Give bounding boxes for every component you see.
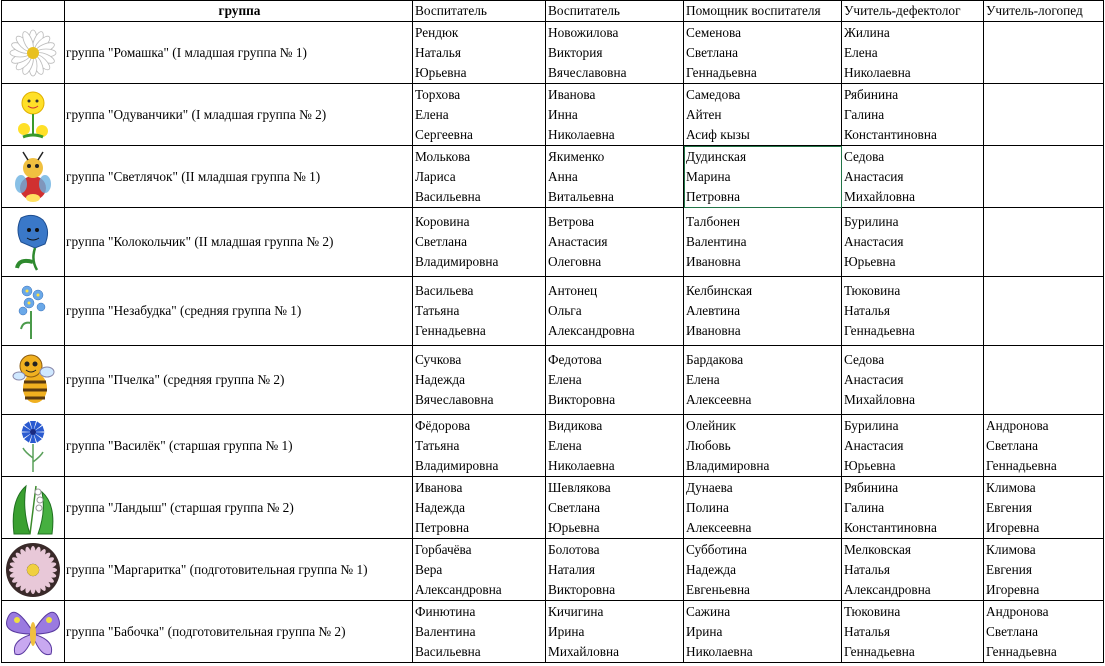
first-name: Вера xyxy=(415,561,443,577)
group-name-cell[interactable]: группа "Ландыш" (старшая группа № 2) xyxy=(65,477,413,539)
first-name: Айтен xyxy=(686,106,722,122)
first-name: Анастасия xyxy=(844,168,904,184)
speech-therapist-cell[interactable] xyxy=(984,277,1104,346)
first-name: Марина xyxy=(686,168,731,184)
speech-therapist-cell[interactable] xyxy=(984,477,1104,539)
group-name-cell[interactable]: группа "Одуванчики" (I младшая группа № 2) xyxy=(65,84,413,146)
first-name: Татьяна xyxy=(415,437,460,453)
patronymic: Владимировна xyxy=(415,254,499,269)
patronymic: Михайловна xyxy=(844,188,916,204)
first-name: Ольга xyxy=(548,303,582,318)
group-name-cell[interactable]: группа "Маргаритка" (подготовительная группа № 1) xyxy=(65,539,413,601)
patronymic: Олеговна xyxy=(548,254,602,269)
surname: Сучкова xyxy=(415,352,462,367)
first-name xyxy=(986,232,1103,252)
first-name: Надежда xyxy=(415,372,466,387)
surname: Олейник xyxy=(686,417,736,433)
teacher-1-cell[interactable] xyxy=(413,22,546,84)
surname: Самедова xyxy=(686,86,741,102)
patronymic: Юрьевна xyxy=(415,64,467,80)
surname: Бардакова xyxy=(686,352,744,367)
patronymic: Геннадьевна xyxy=(415,323,486,338)
group-picture-cell[interactable] xyxy=(2,277,65,346)
lily-of-the-valley-icon xyxy=(2,480,64,536)
assistant-cell[interactable] xyxy=(684,277,842,346)
assistant-cell[interactable] xyxy=(684,208,842,277)
surname: Жилина xyxy=(844,24,890,40)
first-name: Елена xyxy=(686,372,720,387)
group-picture-cell[interactable] xyxy=(2,539,65,601)
teacher-1-cell[interactable] xyxy=(413,539,546,601)
surname: Семенова xyxy=(686,24,742,40)
first-name: Ирина xyxy=(548,623,585,639)
speech-therapist-cell[interactable] xyxy=(984,146,1104,208)
header-speech-therapist[interactable]: Учитель-логопед xyxy=(984,1,1104,22)
surname: Талбонен xyxy=(686,214,740,229)
patronymic xyxy=(986,63,1103,83)
first-name: Алевтина xyxy=(686,303,741,318)
teacher-2-cell[interactable] xyxy=(546,208,684,277)
group-name-cell[interactable]: группа "Незабудка" (средняя группа № 1) xyxy=(65,277,413,346)
speech-therapist-cell[interactable] xyxy=(984,415,1104,477)
teacher-2-cell[interactable] xyxy=(546,477,684,539)
first-name: Евгения xyxy=(986,561,1032,577)
teacher-2-cell[interactable] xyxy=(546,415,684,477)
patronymic xyxy=(986,321,1103,341)
first-name: Анна xyxy=(548,168,578,184)
first-name: Галина xyxy=(844,106,885,122)
surname: Иванова xyxy=(548,86,596,102)
surname: Сажина xyxy=(686,603,731,619)
margarita-icon xyxy=(2,542,64,598)
surname: Климова xyxy=(986,541,1036,557)
group-picture-cell[interactable] xyxy=(2,415,65,477)
table-row xyxy=(2,415,1104,477)
defectologist-cell[interactable] xyxy=(842,477,984,539)
patronymic: Александровна xyxy=(844,581,931,597)
patronymic: Витальевна xyxy=(548,188,614,204)
header-row xyxy=(2,1,1104,22)
surname: Фёдорова xyxy=(415,417,471,433)
first-name: Анастасия xyxy=(844,372,904,387)
speech-therapist-cell[interactable] xyxy=(984,346,1104,415)
surname: Андронова xyxy=(986,417,1049,433)
defectologist-cell[interactable] xyxy=(842,277,984,346)
table-row xyxy=(2,22,1104,84)
first-name: Галина xyxy=(844,499,885,515)
surname: Седова xyxy=(844,148,885,164)
first-name xyxy=(986,43,1103,63)
surname xyxy=(986,212,1103,232)
patronymic: Юрьевна xyxy=(844,457,896,473)
surname: Видикова xyxy=(548,417,603,433)
first-name: Елена xyxy=(548,372,582,387)
defectologist-cell[interactable] xyxy=(842,346,984,415)
table-row xyxy=(2,277,1104,346)
patronymic: Вячеславовна xyxy=(548,64,627,80)
defectologist-cell[interactable] xyxy=(842,84,984,146)
surname: Дудинская xyxy=(686,148,747,164)
header-teacher-1[interactable]: Воспитатель xyxy=(413,1,546,22)
patronymic xyxy=(986,187,1103,207)
header-assistant[interactable]: Помощник воспитателя xyxy=(684,1,842,22)
patronymic: Николаевна xyxy=(686,643,753,659)
surname: Бурилина xyxy=(844,417,899,433)
speech-therapist-cell[interactable] xyxy=(984,22,1104,84)
surname: Мелковская xyxy=(844,541,911,557)
first-name: Инна xyxy=(548,106,578,122)
surname: Ветрова xyxy=(548,214,595,229)
surname: Финютина xyxy=(415,603,476,619)
first-name: Надежда xyxy=(686,561,737,577)
patronymic: Петровна xyxy=(415,519,470,535)
dandelion-icon xyxy=(2,89,64,141)
patronymic: Алексеевна xyxy=(686,519,752,535)
first-name: Надежда xyxy=(415,499,466,515)
patronymic: Алексеевна xyxy=(686,392,752,407)
first-name: Виктория xyxy=(548,44,603,60)
surname: Бурилина xyxy=(844,214,899,229)
defectologist-cell[interactable] xyxy=(842,415,984,477)
surname: Антонец xyxy=(548,283,598,298)
patronymic: Александровна xyxy=(415,581,502,597)
assistant-cell[interactable] xyxy=(684,346,842,415)
table-row xyxy=(2,84,1104,146)
surname: Федотова xyxy=(548,352,602,367)
table-row xyxy=(2,346,1104,415)
group-name-cell[interactable]: группа "Бабочка" (подготовительная группа № 2) xyxy=(65,601,413,663)
teacher-1-cell[interactable] xyxy=(413,84,546,146)
first-name: Ирина xyxy=(686,623,723,639)
surname: Кичигина xyxy=(548,603,604,619)
defectologist-cell[interactable] xyxy=(842,22,984,84)
patronymic: Сергеевна xyxy=(415,126,473,142)
first-name: Любовь xyxy=(686,437,731,453)
defectologist-cell[interactable] xyxy=(842,146,984,208)
teacher-2-cell[interactable] xyxy=(546,22,684,84)
header-icon-cell[interactable] xyxy=(2,1,65,22)
surname: Иванова xyxy=(415,479,463,495)
assistant-cell[interactable] xyxy=(684,415,842,477)
surname xyxy=(986,281,1103,301)
defectologist-cell[interactable] xyxy=(842,601,984,663)
surname xyxy=(986,85,1103,105)
first-name: Светлана xyxy=(548,499,601,515)
surname: Рябинина xyxy=(844,479,899,495)
patronymic: Вячеславовна xyxy=(415,392,494,407)
surname: Андронова xyxy=(986,603,1049,619)
surname: Шевлякова xyxy=(548,479,611,495)
group-name-cell[interactable]: группа "Василёк" (старшая группа № 1) xyxy=(65,415,413,477)
surname: Торхова xyxy=(415,86,461,102)
speech-therapist-cell[interactable] xyxy=(984,539,1104,601)
bee-icon xyxy=(2,350,64,410)
patronymic: Евгеньевна xyxy=(686,581,750,597)
table-row xyxy=(2,539,1104,601)
speech-therapist-cell[interactable] xyxy=(984,84,1104,146)
teacher-1-cell[interactable] xyxy=(413,601,546,663)
patronymic: Геннадьевна xyxy=(686,64,757,80)
assistant-cell[interactable] xyxy=(684,22,842,84)
first-name: Татьяна xyxy=(415,303,460,318)
patronymic: Константиновна xyxy=(844,126,937,142)
first-name xyxy=(986,301,1103,321)
table-row xyxy=(2,208,1104,277)
surname: Рябинина xyxy=(844,86,899,102)
first-name: Полина xyxy=(686,499,729,515)
patronymic: Владимировна xyxy=(415,457,499,473)
patronymic: Геннадьевна xyxy=(986,457,1057,473)
group-picture-cell[interactable] xyxy=(2,601,65,663)
teacher-1-cell[interactable] xyxy=(413,477,546,539)
patronymic: Геннадьевна xyxy=(986,643,1057,659)
teacher-2-cell[interactable] xyxy=(546,601,684,663)
surname: Якименко xyxy=(548,148,605,164)
surname: Горбачёва xyxy=(415,541,472,557)
teacher-1-cell[interactable] xyxy=(413,146,546,208)
speech-therapist-cell[interactable] xyxy=(984,601,1104,663)
patronymic xyxy=(986,125,1103,145)
patronymic: Асиф кызы xyxy=(686,126,750,142)
first-name: Анастасия xyxy=(548,234,608,249)
daisy-icon xyxy=(2,27,64,79)
assistant-cell[interactable] xyxy=(684,601,842,663)
teacher-2-cell[interactable] xyxy=(546,84,684,146)
teacher-2-cell[interactable] xyxy=(546,346,684,415)
patronymic: Юрьевна xyxy=(548,519,600,535)
group-name-cell[interactable]: группа "Пчелка" (средняя группа № 2) xyxy=(65,346,413,415)
firefly-icon xyxy=(2,150,64,204)
first-name: Светлана xyxy=(986,437,1039,453)
first-name xyxy=(986,105,1103,125)
staff-table xyxy=(1,0,1104,663)
patronymic xyxy=(986,390,1103,410)
first-name: Елена xyxy=(415,106,449,122)
surname: Новожилова xyxy=(548,24,619,40)
patronymic: Игоревна xyxy=(986,519,1040,535)
patronymic: Игоревна xyxy=(986,581,1040,597)
patronymic: Васильевна xyxy=(415,188,481,204)
assistant-cell[interactable] xyxy=(684,84,842,146)
patronymic: Ивановна xyxy=(686,323,741,338)
first-name: Лариса xyxy=(415,168,456,184)
patronymic: Константиновна xyxy=(844,519,937,535)
patronymic: Геннадьевна xyxy=(844,643,915,659)
first-name: Евгения xyxy=(986,499,1032,515)
surname: Субботина xyxy=(686,541,747,557)
patronymic: Геннадьевна xyxy=(844,323,915,338)
patronymic: Николаевна xyxy=(548,126,615,142)
teacher-1-cell[interactable] xyxy=(413,346,546,415)
patronymic: Николаевна xyxy=(548,457,615,473)
first-name: Светлана xyxy=(686,44,739,60)
table-row xyxy=(2,601,1104,663)
surname: Рендюк xyxy=(415,24,459,40)
surname: Седова xyxy=(844,352,885,367)
header-group[interactable]: группа xyxy=(65,1,413,22)
surname: Дунаева xyxy=(686,479,733,495)
surname: Тюковина xyxy=(844,283,901,298)
group-picture-cell[interactable] xyxy=(2,146,65,208)
first-name: Анастасия xyxy=(844,234,904,249)
surname: Болотова xyxy=(548,541,600,557)
first-name: Елена xyxy=(548,437,582,453)
speech-therapist-cell[interactable] xyxy=(984,208,1104,277)
forget-me-not-icon xyxy=(2,281,64,341)
first-name: Наталья xyxy=(844,561,890,577)
first-name: Наталья xyxy=(844,623,890,639)
group-picture-cell[interactable] xyxy=(2,346,65,415)
group-name-cell[interactable]: группа "Колокольчик" (II младшая группа № 2) xyxy=(65,208,413,277)
first-name: Валентина xyxy=(415,623,476,639)
first-name: Анастасия xyxy=(844,437,904,453)
surname: Молькова xyxy=(415,148,471,164)
patronymic: Николаевна xyxy=(844,64,911,80)
surname: Васильева xyxy=(415,283,474,298)
group-name-cell[interactable]: группа "Ромашка" (I младшая группа № 1) xyxy=(65,22,413,84)
surname xyxy=(986,23,1103,43)
surname: Келбинская xyxy=(686,283,753,298)
patronymic: Александровна xyxy=(548,323,635,338)
patronymic: Васильевна xyxy=(415,643,481,659)
patronymic xyxy=(986,252,1103,272)
surname xyxy=(986,147,1103,167)
patronymic: Михайловна xyxy=(548,643,620,659)
patronymic: Юрьевна xyxy=(844,254,896,269)
first-name xyxy=(986,167,1103,187)
butterfly-icon xyxy=(2,604,64,660)
assistant-cell[interactable] xyxy=(684,477,842,539)
surname: Тюковина xyxy=(844,603,901,619)
patronymic: Петровна xyxy=(686,188,741,204)
teacher-2-cell[interactable] xyxy=(546,539,684,601)
teacher-1-cell[interactable] xyxy=(413,415,546,477)
first-name: Светлана xyxy=(986,623,1039,639)
patronymic: Ивановна xyxy=(686,254,741,269)
group-picture-cell[interactable] xyxy=(2,477,65,539)
patronymic: Михайловна xyxy=(844,392,916,407)
first-name: Наталия xyxy=(548,561,596,577)
patronymic: Викторовна xyxy=(548,581,616,597)
group-picture-cell[interactable] xyxy=(2,22,65,84)
cornflower-icon xyxy=(2,418,64,474)
bellflower-icon xyxy=(2,212,64,272)
header-defectologist[interactable]: Учитель-дефектолог xyxy=(842,1,984,22)
teacher-2-cell[interactable] xyxy=(546,277,684,346)
defectologist-cell[interactable] xyxy=(842,208,984,277)
surname: Климова xyxy=(986,479,1036,495)
header-teacher-2[interactable]: Воспитатель xyxy=(546,1,684,22)
teacher-2-cell[interactable] xyxy=(546,146,684,208)
group-name-cell[interactable]: группа "Светлячок" (II младшая группа № 1) xyxy=(65,146,413,208)
first-name: Елена xyxy=(844,44,878,60)
surname xyxy=(986,350,1103,370)
teacher-1-cell[interactable] xyxy=(413,277,546,346)
surname: Коровина xyxy=(415,214,470,229)
table-row xyxy=(2,146,1104,208)
group-picture-cell[interactable] xyxy=(2,84,65,146)
teacher-1-cell[interactable] xyxy=(413,208,546,277)
patronymic: Владимировна xyxy=(686,457,770,473)
assistant-cell[interactable] xyxy=(684,539,842,601)
first-name xyxy=(986,370,1103,390)
patronymic: Викторовна xyxy=(548,392,616,407)
first-name: Валентина xyxy=(686,234,747,249)
group-picture-cell[interactable] xyxy=(2,208,65,277)
first-name: Наталья xyxy=(844,303,890,318)
first-name: Наталья xyxy=(415,44,461,60)
first-name: Светлана xyxy=(415,234,468,249)
assistant-cell[interactable] xyxy=(684,146,842,208)
table-row xyxy=(2,477,1104,539)
defectologist-cell[interactable] xyxy=(842,539,984,601)
